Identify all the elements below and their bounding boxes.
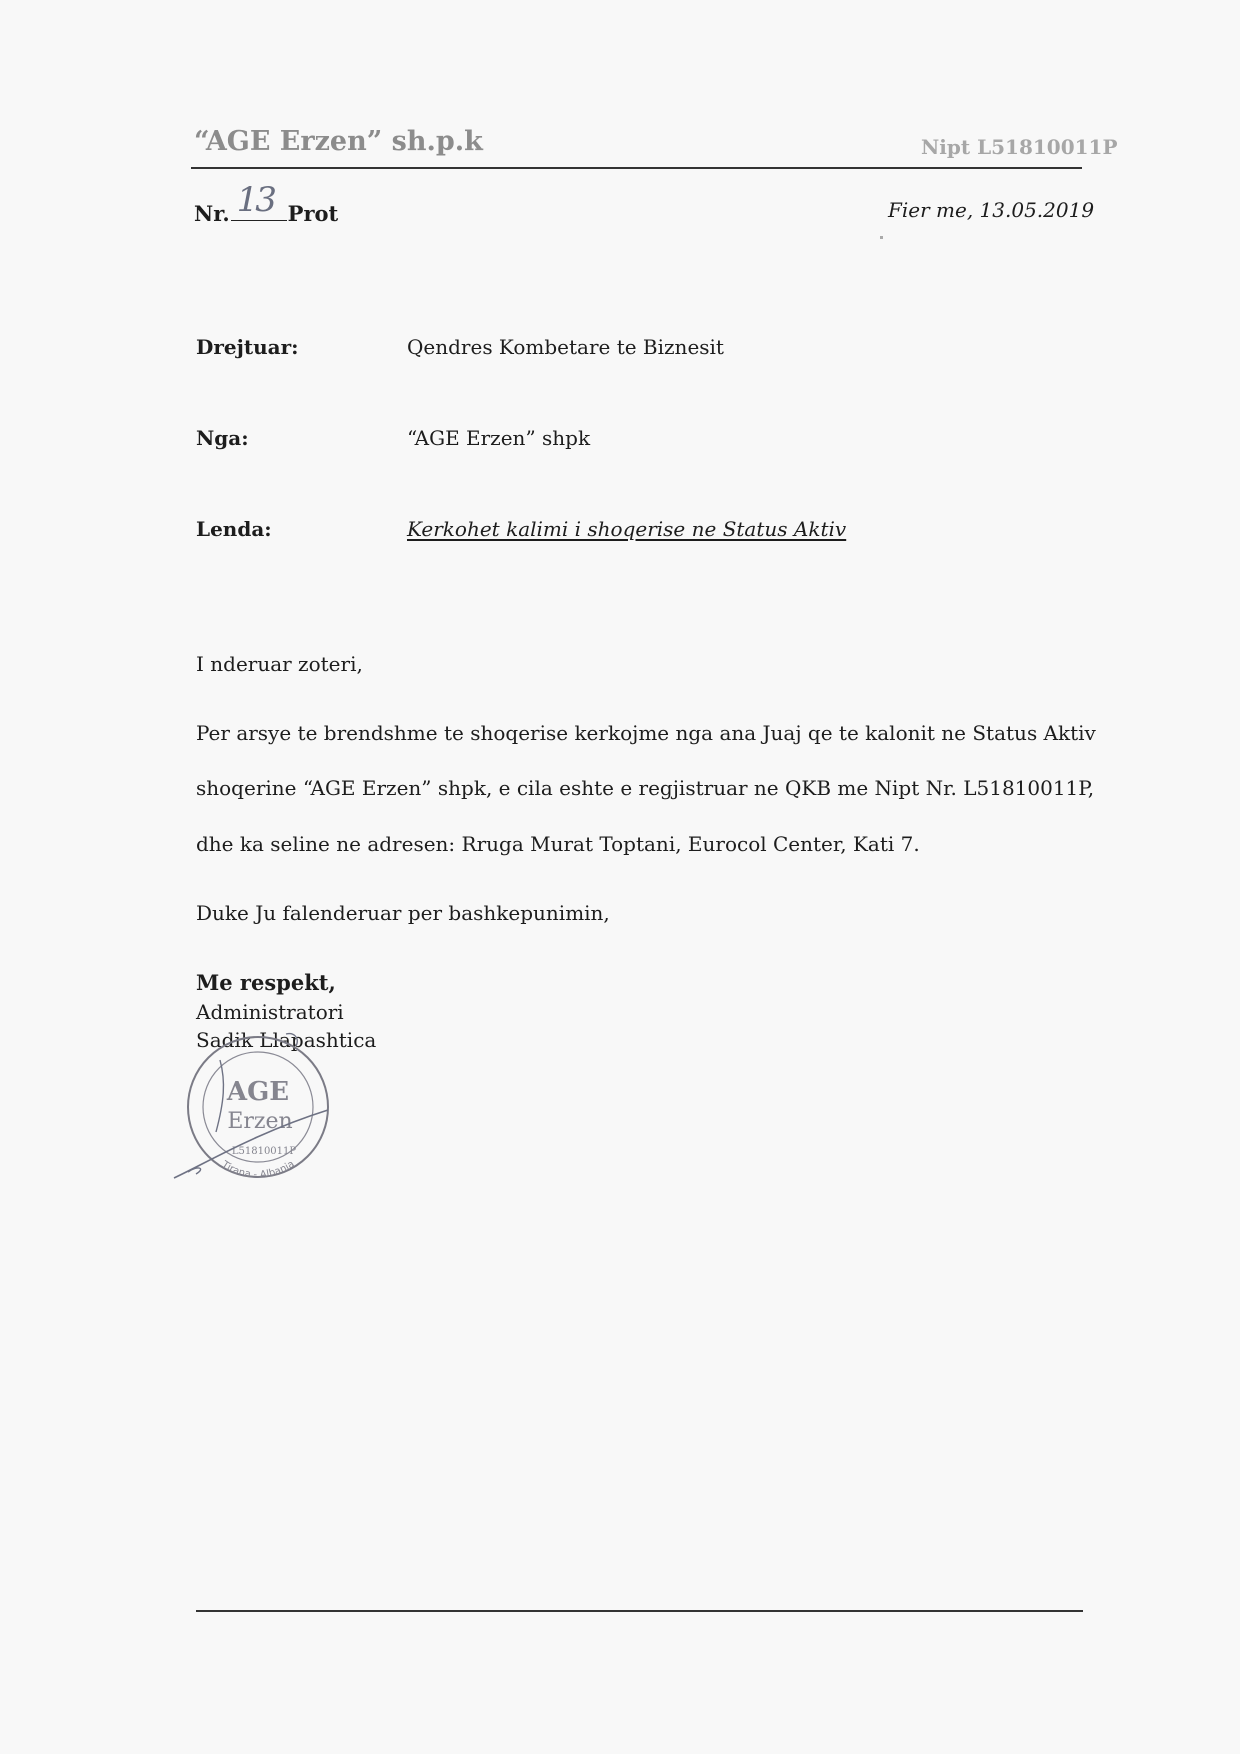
protocol-handwritten-number: 13 <box>236 180 274 220</box>
signatory-name: Sadik Llapashtica <box>196 1028 377 1052</box>
to-value: Qendres Kombetare te Biznesit <box>407 335 724 359</box>
header-nipt: Nipt L51810011P <box>921 135 1118 159</box>
salutation: I nderuar zoteri, <box>196 652 363 676</box>
thanks-line: Duke Ju falenderuar per bashkepunimin, <box>196 901 610 925</box>
signatory-role: Administratori <box>196 1000 344 1024</box>
protocol-prefix: Nr. <box>194 201 230 226</box>
header-divider <box>191 167 1082 169</box>
to-label: Drejtuar: <box>196 335 299 359</box>
from-value: “AGE Erzen” shpk <box>407 426 591 450</box>
stamp-text-nipt: L51810011P <box>231 1146 297 1157</box>
body-line-2: shoqerine “AGE Erzen” shpk, e cila eshte e regjistruar ne QKB me Nipt Nr. L51810011P, <box>196 776 1095 800</box>
footer-divider <box>196 1610 1083 1612</box>
subject-value: Kerkohet kalimi i shoqerise ne Status Aktiv <box>407 517 847 541</box>
company-stamp <box>168 1022 368 1182</box>
stamp-text-erzen: Erzen <box>227 1109 293 1134</box>
letter-date: Fier me, 13.05.2019 <box>888 198 1095 222</box>
company-name: “AGE Erzen” sh.p.k <box>194 126 483 157</box>
closing: Me respekt, <box>196 970 336 995</box>
body-line-1: Per arsye te brendshme te shoqerise kerkojme nga ana Juaj qe te kalonit ne Status Aktiv <box>196 721 1096 745</box>
protocol-number-blank <box>231 180 287 221</box>
from-label: Nga: <box>196 426 249 450</box>
protocol-number <box>194 180 339 226</box>
subject-label: Lenda: <box>196 517 272 541</box>
protocol-suffix: Prot <box>287 201 339 226</box>
scan-speck <box>880 236 883 239</box>
signature-stroke-2 <box>188 1168 201 1174</box>
body-line-3: dhe ka seline ne adresen: Rruga Murat Toptani, Eurocol Center, Kati 7. <box>196 832 920 856</box>
stamp-location-path: Tirana - Albania <box>219 1158 297 1181</box>
stamp-text-age: AGE <box>226 1077 290 1107</box>
